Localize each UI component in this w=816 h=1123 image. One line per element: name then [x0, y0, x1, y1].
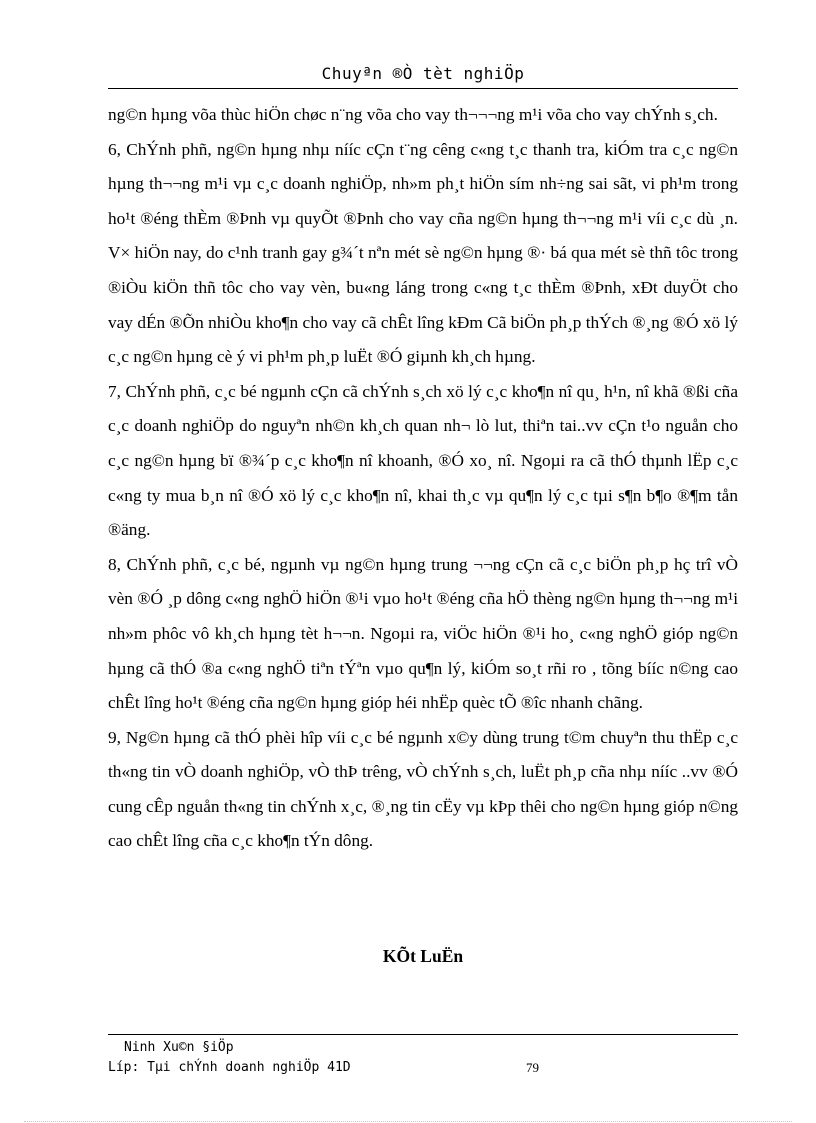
footer-rule	[108, 1034, 738, 1035]
page-bottom-border	[24, 1121, 792, 1122]
footer-class-line: Líp: Tµi chÝnh doanh nghiÖp 41D	[108, 1060, 351, 1075]
conclusion-heading: KÕt LuËn	[382, 946, 464, 966]
footer-author: Ninh Xu©n §iÖp	[124, 1040, 234, 1055]
body-text	[108, 98, 738, 859]
paragraph-continuation: ng©n hµng võa thùc hiÖn chøc n¨ng võa cho vay th¬¬¬ng m¹i võa cho vay chÝnh s¸ch.	[108, 105, 718, 124]
header-rule	[108, 88, 738, 89]
paragraph-item-8: 8, ChÝnh phñ, c¸c bé, ngµnh vµ ng©n hµng trung ¬¬ng cÇn cã c¸c biÖn ph¸p hç trî vÒ vèn ®Ó ¸p dông c«ng nghÖ hiÖn ®¹i vµo ho¹t ®éng cña hÖ thèng ng©n hµng th¬¬ng m¹i nh»m phôc vô kh¸ch hµng tèt h¬¬n. Ngoµi ra, viÖc hiÖn ®¹i ho¸ c«ng nghÖ gióp ng©n hµng cã thÓ ®a c«ng nghÖ tiªn tÝªn vµo qu¶n lý, kiÓm so¸t rñi ro , tõng bííc n©ng cao chÊt lîng ho¹t ®éng cña ng©n hµng gióp héi nhËp quèc tÕ ®îc nhanh chãng.	[108, 554, 738, 713]
page-number: 79	[526, 1060, 539, 1075]
paragraph-item-7: 7, ChÝnh phñ, c¸c bé ngµnh cÇn cã chÝnh s¸ch xö lý c¸c kho¶n nî qu¸ h¹n, nî khã ®ßi cña c¸c doanh nghiÖp do nguyªn nh©n kh¸ch quan nh¬ lò lut, thiªn tai..vv cÇn t¹o nguån cho c¸c ng©n hµng bï ®¾´p c¸c kho¶n nî khoanh, ®Ó xo¸ nî. Ngoµi ra cã thÓ thµnh lËp c¸c c«ng ty mua b¸n nî ®Ó xö lý c¸c kho¶n nî, khai th¸c vµ qu¶n lý c¸c tµi s¶n b¶o ®¶m tån ®äng.	[108, 381, 738, 540]
paragraph-item-6: 6, ChÝnh phñ, ng©n hµng nhµ nííc cÇn t¨ng cêng c«ng t¸c thanh tra, kiÓm tra c¸c ng©n hµng th¬¬ng m¹i vµ c¸c doanh nghiÖp, nh»m ph¸t hiÖn sím nh÷ng sai sãt, vi ph¹m trong ho¹t ®éng thÈm ®Þnh vµ quyÕt ®Þnh cho vay cña ng©n hµng th¬¬ng m¹i víi c¸c dù ¸n. V× hiÖn nay, do c¹nh tranh gay g¾´t nªn mét sè ng©n hµng ®· bá qua mét sè thñ tôc trong ®iÒu kiÖn thñ tôc cho vay vèn, bu«ng láng trong c«ng t¸c thÈm ®Þnh, xÐt duyÖt cho vay dÉn ®Õn nhiÒu kho¶n cho vay cã chÊt lîng kÐm Cã biÖn ph¸p thÝch ®¸ng ®Ó xö lý c¸c ng©n hµng cè ý vi ph¹m ph¸p luËt ®Ó giµnh kh¸ch hµng.	[108, 139, 738, 367]
header-title: Chuyªn ®Ò tèt nghiÖp	[321, 64, 525, 83]
paragraph-item-9: 9, Ng©n hµng cã thÓ phèi hîp víi c¸c bé ngµnh x©y dùng trung t©m chuyªn thu thËp c¸c th«ng tin vÒ doanh nghiÖp, vÒ thÞ trêng, vÒ chÝnh s¸ch, luËt ph¸p cña nhµ nííc ..vv ®Ó cung cÊp nguån th«ng tin chÝnh x¸c, ®¸ng tin cËy vµ kÞp thêi cho ng©n hµng gióp n©ng cao chÊt lîng cña c¸c kho¶n tÝn dông.	[108, 727, 738, 851]
